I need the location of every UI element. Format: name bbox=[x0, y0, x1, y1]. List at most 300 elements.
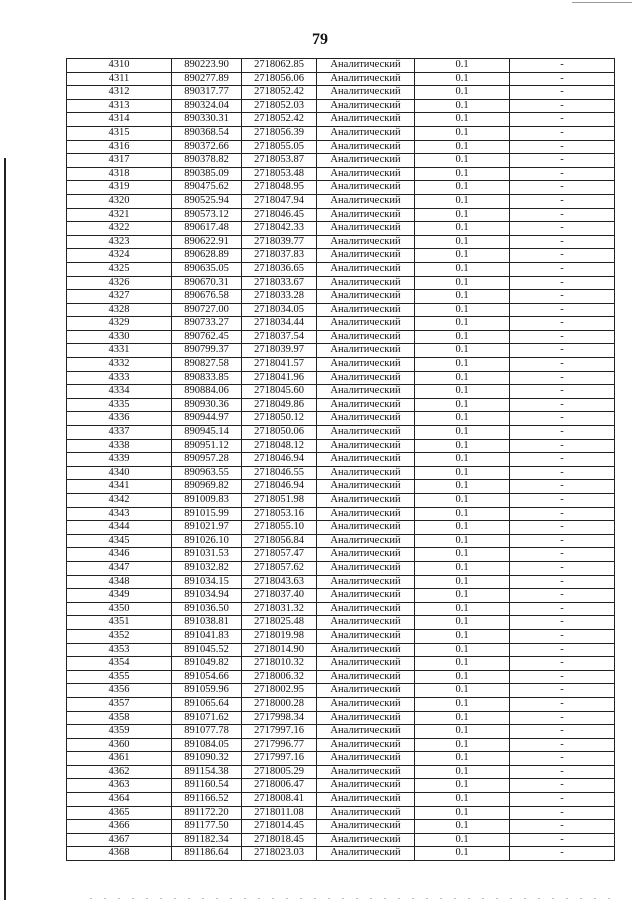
point-number-cell: 4321 bbox=[67, 208, 172, 222]
table-row bbox=[67, 534, 615, 548]
remark-cell: - bbox=[510, 657, 615, 671]
remark-cell: - bbox=[510, 194, 615, 208]
table-row bbox=[67, 126, 615, 140]
coord-y-cell: 2718057.62 bbox=[242, 561, 317, 575]
coord-y-cell: 2718033.28 bbox=[242, 290, 317, 304]
coord-y-cell: 2718041.96 bbox=[242, 371, 317, 385]
table-row bbox=[67, 181, 615, 195]
coord-x-cell: 891045.52 bbox=[172, 643, 242, 657]
table-row bbox=[67, 589, 615, 603]
remark-cell: - bbox=[510, 371, 615, 385]
coord-x-cell: 891160.54 bbox=[172, 779, 242, 793]
remark-cell: - bbox=[510, 765, 615, 779]
method-cell: Аналитический bbox=[317, 426, 415, 440]
point-number-cell: 4324 bbox=[67, 249, 172, 263]
point-number-cell: 4348 bbox=[67, 575, 172, 589]
method-cell: Аналитический bbox=[317, 317, 415, 331]
point-number-cell: 4366 bbox=[67, 820, 172, 834]
precision-cell: 0.1 bbox=[415, 86, 510, 100]
table-row bbox=[67, 643, 615, 657]
coord-y-cell: 2717998.34 bbox=[242, 711, 317, 725]
precision-cell: 0.1 bbox=[415, 317, 510, 331]
precision-cell: 0.1 bbox=[415, 534, 510, 548]
point-number-cell: 4357 bbox=[67, 697, 172, 711]
coord-x-cell: 890670.31 bbox=[172, 276, 242, 290]
point-number-cell: 4316 bbox=[67, 140, 172, 154]
point-number-cell: 4314 bbox=[67, 113, 172, 127]
remark-cell: - bbox=[510, 833, 615, 847]
coord-y-cell: 2718000.28 bbox=[242, 697, 317, 711]
remark-cell: - bbox=[510, 697, 615, 711]
method-cell: Аналитический bbox=[317, 806, 415, 820]
coord-x-cell: 890930.36 bbox=[172, 398, 242, 412]
coord-y-cell: 2718046.94 bbox=[242, 453, 317, 467]
remark-cell: - bbox=[510, 113, 615, 127]
coord-x-cell: 891026.10 bbox=[172, 534, 242, 548]
precision-cell: 0.1 bbox=[415, 847, 510, 861]
point-number-cell: 4349 bbox=[67, 589, 172, 603]
precision-cell: 0.1 bbox=[415, 262, 510, 276]
precision-cell: 0.1 bbox=[415, 154, 510, 168]
table-row bbox=[67, 806, 615, 820]
coord-y-cell: 2718046.55 bbox=[242, 466, 317, 480]
coord-y-cell: 2717997.16 bbox=[242, 752, 317, 766]
coord-y-cell: 2717997.16 bbox=[242, 725, 317, 739]
coord-x-cell: 890827.58 bbox=[172, 358, 242, 372]
precision-cell: 0.1 bbox=[415, 344, 510, 358]
table-row bbox=[67, 235, 615, 249]
coord-y-cell: 2718023.03 bbox=[242, 847, 317, 861]
precision-cell: 0.1 bbox=[415, 235, 510, 249]
coord-y-cell: 2718033.67 bbox=[242, 276, 317, 290]
remark-cell: - bbox=[510, 779, 615, 793]
remark-cell: - bbox=[510, 290, 615, 304]
remark-cell: - bbox=[510, 453, 615, 467]
coord-x-cell: 890378.82 bbox=[172, 154, 242, 168]
coord-y-cell: 2718034.05 bbox=[242, 303, 317, 317]
coord-x-cell: 891182.34 bbox=[172, 833, 242, 847]
remark-cell: - bbox=[510, 589, 615, 603]
remark-cell: - bbox=[510, 670, 615, 684]
method-cell: Аналитический bbox=[317, 575, 415, 589]
coord-y-cell: 2718018.45 bbox=[242, 833, 317, 847]
method-cell: Аналитический bbox=[317, 779, 415, 793]
method-cell: Аналитический bbox=[317, 222, 415, 236]
point-number-cell: 4338 bbox=[67, 439, 172, 453]
precision-cell: 0.1 bbox=[415, 602, 510, 616]
table-row bbox=[67, 629, 615, 643]
remark-cell: - bbox=[510, 534, 615, 548]
method-cell: Аналитический bbox=[317, 358, 415, 372]
coord-x-cell: 890277.89 bbox=[172, 72, 242, 86]
precision-cell: 0.1 bbox=[415, 439, 510, 453]
coord-y-cell: 2718051.98 bbox=[242, 494, 317, 508]
remark-cell: - bbox=[510, 358, 615, 372]
coord-x-cell: 891077.78 bbox=[172, 725, 242, 739]
precision-cell: 0.1 bbox=[415, 643, 510, 657]
precision-cell: 0.1 bbox=[415, 222, 510, 236]
method-cell: Аналитический bbox=[317, 738, 415, 752]
point-number-cell: 4336 bbox=[67, 412, 172, 426]
point-number-cell: 4343 bbox=[67, 507, 172, 521]
remark-cell: - bbox=[510, 99, 615, 113]
coord-x-cell: 890676.58 bbox=[172, 290, 242, 304]
coord-x-cell: 891090.32 bbox=[172, 752, 242, 766]
table-row bbox=[67, 154, 615, 168]
point-number-cell: 4355 bbox=[67, 670, 172, 684]
remark-cell: - bbox=[510, 575, 615, 589]
precision-cell: 0.1 bbox=[415, 561, 510, 575]
scan-noise bbox=[90, 898, 610, 899]
table-row bbox=[67, 820, 615, 834]
coord-y-cell: 2718006.32 bbox=[242, 670, 317, 684]
remark-cell: - bbox=[510, 222, 615, 236]
remark-cell: - bbox=[510, 725, 615, 739]
coord-x-cell: 890324.04 bbox=[172, 99, 242, 113]
table-row bbox=[67, 765, 615, 779]
coord-y-cell: 2718042.33 bbox=[242, 222, 317, 236]
method-cell: Аналитический bbox=[317, 711, 415, 725]
remark-cell: - bbox=[510, 167, 615, 181]
table-row bbox=[67, 847, 615, 861]
method-cell: Аналитический bbox=[317, 371, 415, 385]
remark-cell: - bbox=[510, 480, 615, 494]
coord-x-cell: 891041.83 bbox=[172, 629, 242, 643]
table-row bbox=[67, 738, 615, 752]
method-cell: Аналитический bbox=[317, 684, 415, 698]
coordinates-table-body bbox=[67, 59, 615, 861]
coord-x-cell: 890944.97 bbox=[172, 412, 242, 426]
method-cell: Аналитический bbox=[317, 752, 415, 766]
point-number-cell: 4319 bbox=[67, 181, 172, 195]
coord-y-cell: 2718037.54 bbox=[242, 330, 317, 344]
coord-y-cell: 2718053.16 bbox=[242, 507, 317, 521]
precision-cell: 0.1 bbox=[415, 711, 510, 725]
remark-cell: - bbox=[510, 847, 615, 861]
remark-cell: - bbox=[510, 561, 615, 575]
coord-y-cell: 2718057.47 bbox=[242, 548, 317, 562]
coord-x-cell: 890617.48 bbox=[172, 222, 242, 236]
method-cell: Аналитический bbox=[317, 765, 415, 779]
coord-y-cell: 2718053.48 bbox=[242, 167, 317, 181]
point-number-cell: 4358 bbox=[67, 711, 172, 725]
point-number-cell: 4364 bbox=[67, 793, 172, 807]
remark-cell: - bbox=[510, 494, 615, 508]
remark-cell: - bbox=[510, 330, 615, 344]
coord-x-cell: 891154.38 bbox=[172, 765, 242, 779]
table-row bbox=[67, 317, 615, 331]
point-number-cell: 4368 bbox=[67, 847, 172, 861]
remark-cell: - bbox=[510, 602, 615, 616]
table-row bbox=[67, 494, 615, 508]
point-number-cell: 4312 bbox=[67, 86, 172, 100]
point-number-cell: 4341 bbox=[67, 480, 172, 494]
method-cell: Аналитический bbox=[317, 72, 415, 86]
precision-cell: 0.1 bbox=[415, 779, 510, 793]
table-row bbox=[67, 194, 615, 208]
table-row bbox=[67, 167, 615, 181]
precision-cell: 0.1 bbox=[415, 140, 510, 154]
precision-cell: 0.1 bbox=[415, 181, 510, 195]
coord-x-cell: 890957.28 bbox=[172, 453, 242, 467]
remark-cell: - bbox=[510, 684, 615, 698]
table-row bbox=[67, 426, 615, 440]
coord-x-cell: 891065.64 bbox=[172, 697, 242, 711]
table-row bbox=[67, 453, 615, 467]
method-cell: Аналитический bbox=[317, 534, 415, 548]
coord-y-cell: 2718048.95 bbox=[242, 181, 317, 195]
point-number-cell: 4363 bbox=[67, 779, 172, 793]
precision-cell: 0.1 bbox=[415, 575, 510, 589]
method-cell: Аналитический bbox=[317, 494, 415, 508]
point-number-cell: 4313 bbox=[67, 99, 172, 113]
point-number-cell: 4353 bbox=[67, 643, 172, 657]
method-cell: Аналитический bbox=[317, 697, 415, 711]
remark-cell: - bbox=[510, 181, 615, 195]
precision-cell: 0.1 bbox=[415, 113, 510, 127]
coord-y-cell: 2718006.47 bbox=[242, 779, 317, 793]
table-row bbox=[67, 602, 615, 616]
table-row bbox=[67, 99, 615, 113]
precision-cell: 0.1 bbox=[415, 521, 510, 535]
method-cell: Аналитический bbox=[317, 99, 415, 113]
point-number-cell: 4359 bbox=[67, 725, 172, 739]
precision-cell: 0.1 bbox=[415, 385, 510, 399]
precision-cell: 0.1 bbox=[415, 833, 510, 847]
method-cell: Аналитический bbox=[317, 330, 415, 344]
remark-cell: - bbox=[510, 72, 615, 86]
coord-y-cell: 2718002.95 bbox=[242, 684, 317, 698]
method-cell: Аналитический bbox=[317, 113, 415, 127]
coord-y-cell: 2718037.40 bbox=[242, 589, 317, 603]
method-cell: Аналитический bbox=[317, 643, 415, 657]
precision-cell: 0.1 bbox=[415, 738, 510, 752]
coord-y-cell: 2718011.08 bbox=[242, 806, 317, 820]
table-row bbox=[67, 616, 615, 630]
method-cell: Аналитический bbox=[317, 453, 415, 467]
precision-cell: 0.1 bbox=[415, 426, 510, 440]
coord-y-cell: 2718052.42 bbox=[242, 113, 317, 127]
table-row bbox=[67, 276, 615, 290]
method-cell: Аналитический bbox=[317, 249, 415, 263]
remark-cell: - bbox=[510, 235, 615, 249]
table-row bbox=[67, 140, 615, 154]
point-number-cell: 4320 bbox=[67, 194, 172, 208]
precision-cell: 0.1 bbox=[415, 806, 510, 820]
coord-y-cell: 2718041.57 bbox=[242, 358, 317, 372]
precision-cell: 0.1 bbox=[415, 725, 510, 739]
coord-y-cell: 2718005.29 bbox=[242, 765, 317, 779]
method-cell: Аналитический bbox=[317, 398, 415, 412]
coord-y-cell: 2718052.42 bbox=[242, 86, 317, 100]
coord-x-cell: 891015.99 bbox=[172, 507, 242, 521]
point-number-cell: 4332 bbox=[67, 358, 172, 372]
method-cell: Аналитический bbox=[317, 303, 415, 317]
method-cell: Аналитический bbox=[317, 194, 415, 208]
coord-x-cell: 891032.82 bbox=[172, 561, 242, 575]
method-cell: Аналитический bbox=[317, 629, 415, 643]
coord-y-cell: 2718050.12 bbox=[242, 412, 317, 426]
method-cell: Аналитический bbox=[317, 725, 415, 739]
remark-cell: - bbox=[510, 548, 615, 562]
coord-y-cell: 2718014.45 bbox=[242, 820, 317, 834]
point-number-cell: 4339 bbox=[67, 453, 172, 467]
coord-y-cell: 2718034.44 bbox=[242, 317, 317, 331]
remark-cell: - bbox=[510, 59, 615, 73]
coord-x-cell: 890799.37 bbox=[172, 344, 242, 358]
coord-x-cell: 890969.82 bbox=[172, 480, 242, 494]
point-number-cell: 4354 bbox=[67, 657, 172, 671]
coord-x-cell: 891009.83 bbox=[172, 494, 242, 508]
precision-cell: 0.1 bbox=[415, 548, 510, 562]
table-row bbox=[67, 222, 615, 236]
coord-x-cell: 890317.77 bbox=[172, 86, 242, 100]
method-cell: Аналитический bbox=[317, 548, 415, 562]
coord-x-cell: 891036.50 bbox=[172, 602, 242, 616]
table-row bbox=[67, 303, 615, 317]
method-cell: Аналитический bbox=[317, 208, 415, 222]
table-row bbox=[67, 86, 615, 100]
coord-x-cell: 891038.81 bbox=[172, 616, 242, 630]
precision-cell: 0.1 bbox=[415, 494, 510, 508]
point-number-cell: 4337 bbox=[67, 426, 172, 440]
remark-cell: - bbox=[510, 426, 615, 440]
coord-y-cell: 2718045.60 bbox=[242, 385, 317, 399]
coord-x-cell: 890385.09 bbox=[172, 167, 242, 181]
coord-y-cell: 2718019.98 bbox=[242, 629, 317, 643]
precision-cell: 0.1 bbox=[415, 684, 510, 698]
precision-cell: 0.1 bbox=[415, 276, 510, 290]
table-row bbox=[67, 412, 615, 426]
coord-x-cell: 891186.64 bbox=[172, 847, 242, 861]
precision-cell: 0.1 bbox=[415, 507, 510, 521]
coord-y-cell: 2718008.41 bbox=[242, 793, 317, 807]
point-number-cell: 4328 bbox=[67, 303, 172, 317]
coord-x-cell: 890945.14 bbox=[172, 426, 242, 440]
remark-cell: - bbox=[510, 154, 615, 168]
point-number-cell: 4322 bbox=[67, 222, 172, 236]
coord-x-cell: 890762.45 bbox=[172, 330, 242, 344]
point-number-cell: 4352 bbox=[67, 629, 172, 643]
method-cell: Аналитический bbox=[317, 126, 415, 140]
remark-cell: - bbox=[510, 629, 615, 643]
point-number-cell: 4367 bbox=[67, 833, 172, 847]
coord-x-cell: 891172.20 bbox=[172, 806, 242, 820]
remark-cell: - bbox=[510, 140, 615, 154]
coord-x-cell: 891034.15 bbox=[172, 575, 242, 589]
table-row bbox=[67, 521, 615, 535]
table-row bbox=[67, 670, 615, 684]
coord-y-cell: 2718055.05 bbox=[242, 140, 317, 154]
coord-y-cell: 2718025.48 bbox=[242, 616, 317, 630]
method-cell: Аналитический bbox=[317, 589, 415, 603]
coord-x-cell: 891034.94 bbox=[172, 589, 242, 603]
coord-x-cell: 891031.53 bbox=[172, 548, 242, 562]
method-cell: Аналитический bbox=[317, 439, 415, 453]
coord-x-cell: 890372.66 bbox=[172, 140, 242, 154]
remark-cell: - bbox=[510, 439, 615, 453]
table-row bbox=[67, 657, 615, 671]
precision-cell: 0.1 bbox=[415, 290, 510, 304]
coord-x-cell: 890223.90 bbox=[172, 59, 242, 73]
point-number-cell: 4333 bbox=[67, 371, 172, 385]
method-cell: Аналитический bbox=[317, 154, 415, 168]
coord-y-cell: 2718047.94 bbox=[242, 194, 317, 208]
coord-x-cell: 891177.50 bbox=[172, 820, 242, 834]
remark-cell: - bbox=[510, 738, 615, 752]
point-number-cell: 4330 bbox=[67, 330, 172, 344]
method-cell: Аналитический bbox=[317, 847, 415, 861]
method-cell: Аналитический bbox=[317, 412, 415, 426]
precision-cell: 0.1 bbox=[415, 249, 510, 263]
method-cell: Аналитический bbox=[317, 385, 415, 399]
precision-cell: 0.1 bbox=[415, 657, 510, 671]
precision-cell: 0.1 bbox=[415, 765, 510, 779]
method-cell: Аналитический bbox=[317, 670, 415, 684]
remark-cell: - bbox=[510, 466, 615, 480]
coord-x-cell: 890635.05 bbox=[172, 262, 242, 276]
method-cell: Аналитический bbox=[317, 793, 415, 807]
coord-y-cell: 2718055.10 bbox=[242, 521, 317, 535]
method-cell: Аналитический bbox=[317, 344, 415, 358]
precision-cell: 0.1 bbox=[415, 398, 510, 412]
point-number-cell: 4326 bbox=[67, 276, 172, 290]
precision-cell: 0.1 bbox=[415, 466, 510, 480]
coord-x-cell: 890951.12 bbox=[172, 439, 242, 453]
precision-cell: 0.1 bbox=[415, 99, 510, 113]
coord-y-cell: 2718056.39 bbox=[242, 126, 317, 140]
table-row bbox=[67, 208, 615, 222]
table-row bbox=[67, 371, 615, 385]
coord-y-cell: 2718050.06 bbox=[242, 426, 317, 440]
coord-x-cell: 891071.62 bbox=[172, 711, 242, 725]
table-row bbox=[67, 466, 615, 480]
coord-y-cell: 2718010.32 bbox=[242, 657, 317, 671]
precision-cell: 0.1 bbox=[415, 126, 510, 140]
table-row bbox=[67, 344, 615, 358]
point-number-cell: 4310 bbox=[67, 59, 172, 73]
method-cell: Аналитический bbox=[317, 235, 415, 249]
coord-x-cell: 890368.54 bbox=[172, 126, 242, 140]
table-row bbox=[67, 439, 615, 453]
point-number-cell: 4311 bbox=[67, 72, 172, 86]
precision-cell: 0.1 bbox=[415, 480, 510, 494]
coord-y-cell: 2718014.90 bbox=[242, 643, 317, 657]
coord-y-cell: 2718046.94 bbox=[242, 480, 317, 494]
method-cell: Аналитический bbox=[317, 262, 415, 276]
point-number-cell: 4318 bbox=[67, 167, 172, 181]
remark-cell: - bbox=[510, 276, 615, 290]
table-row bbox=[67, 725, 615, 739]
coord-y-cell: 2717996.77 bbox=[242, 738, 317, 752]
method-cell: Аналитический bbox=[317, 140, 415, 154]
scan-mark bbox=[572, 2, 632, 3]
remark-cell: - bbox=[510, 126, 615, 140]
table-row bbox=[67, 711, 615, 725]
table-row bbox=[67, 507, 615, 521]
method-cell: Аналитический bbox=[317, 602, 415, 616]
point-number-cell: 4327 bbox=[67, 290, 172, 304]
precision-cell: 0.1 bbox=[415, 793, 510, 807]
remark-cell: - bbox=[510, 643, 615, 657]
coord-y-cell: 2718062.85 bbox=[242, 59, 317, 73]
coord-x-cell: 890622.91 bbox=[172, 235, 242, 249]
remark-cell: - bbox=[510, 303, 615, 317]
coordinates-table bbox=[66, 58, 615, 861]
table-row bbox=[67, 752, 615, 766]
precision-cell: 0.1 bbox=[415, 330, 510, 344]
precision-cell: 0.1 bbox=[415, 358, 510, 372]
